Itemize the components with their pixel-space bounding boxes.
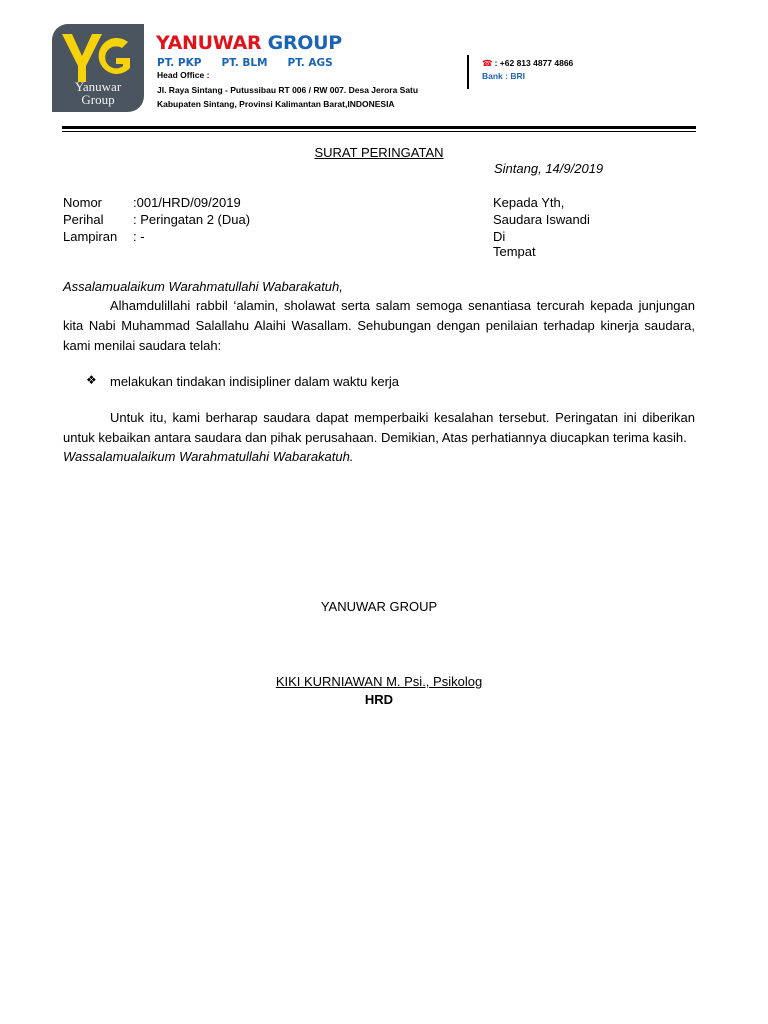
recipient-line-3: Di [493,229,506,244]
paragraph-1 [63,296,695,356]
header-divider [467,55,469,89]
paragraph-2 [63,408,695,448]
closing-salutation: Wassalamualaikum Warahmatullahi Wabarakatuh. [63,449,354,464]
letter-title: SURAT PERINGATAN [314,145,444,160]
company-name-part1: YANUWAR [156,32,262,54]
signatory-name: KIKI KURNIAWAN M. Psi., Psikolog [275,674,483,689]
phone-number: : +62 813 4877 4866 [494,58,574,68]
bullet-icon: ❖ [86,373,97,387]
paragraph-1-text: Alhamdulillahi rabbil ‘alamin, sholawat serta salam semoga senantiasa tercurah kepada junjungan kita Nabi Muhammad Salallahu Alaihi Wasallam. Sehubungan dengan penilaian terhadap kinerja saudara, kami menilai saudara telah: [63,298,695,353]
signature-company: YANUWAR GROUP [320,599,438,614]
greeting: Assalamualaikum Warahmatullahi Wabarakatuh, [63,279,343,294]
recipient-line-2: Saudara Iswandi [493,212,590,227]
recipient-line-1: Kepada Yth, [493,195,565,210]
bank-info: Bank : BRI [482,71,525,81]
address-line-1: Jl. Raya Sintang - Putussibau RT 006 / RW 007. Desa Jerora Satu [157,85,419,95]
signatory-role: HRD [364,692,394,707]
paragraph-2-text: Untuk itu, kami berharap saudara dapat memperbaiki kesalahan tersebut. Peringatan ini diberikan untuk kebaikan antara saudara dan pihak perusahaan. Demikian, Atas perhatiannya diucapkan terima kasih. [63,410,695,445]
header-rule-thin [62,131,696,132]
subsidiary-1: PT. PKP [157,57,202,69]
address-line-2: Kabupaten Sintang, Provinsi Kalimantan Barat,INDONESIA [157,99,395,109]
phone-contact [482,58,573,69]
head-office-label: Head Office : [157,70,210,80]
meta-value-nomor: :001/HRD/09/2019 [133,195,241,210]
meta-value-perihal: : Peringatan 2 (Dua) [133,212,251,227]
company-name-part2: GROUP [267,32,342,54]
meta-label-perihal: Perihal [63,212,104,227]
bullet-item: melakukan tindakan indisipliner dalam waktu kerja [110,374,400,389]
logo-text-line2: Group [81,92,115,107]
meta-label-lampiran: Lampiran [63,229,118,244]
recipient-line-4: Tempat [493,244,536,259]
subsidiary-2: PT. BLM [221,57,268,69]
subsidiary-3: PT. AGS [287,57,333,69]
meta-label-nomor: Nomor [63,195,103,210]
header-rule-thick [62,126,696,129]
company-name [156,32,342,54]
meta-value-lampiran: : - [133,229,145,244]
place-date: Sintang, 14/9/2019 [494,161,604,176]
logo-text-line1: Yanuwar [74,79,122,94]
subsidiaries [157,57,333,69]
company-logo [52,24,144,112]
phone-icon: ☎ [482,58,493,68]
